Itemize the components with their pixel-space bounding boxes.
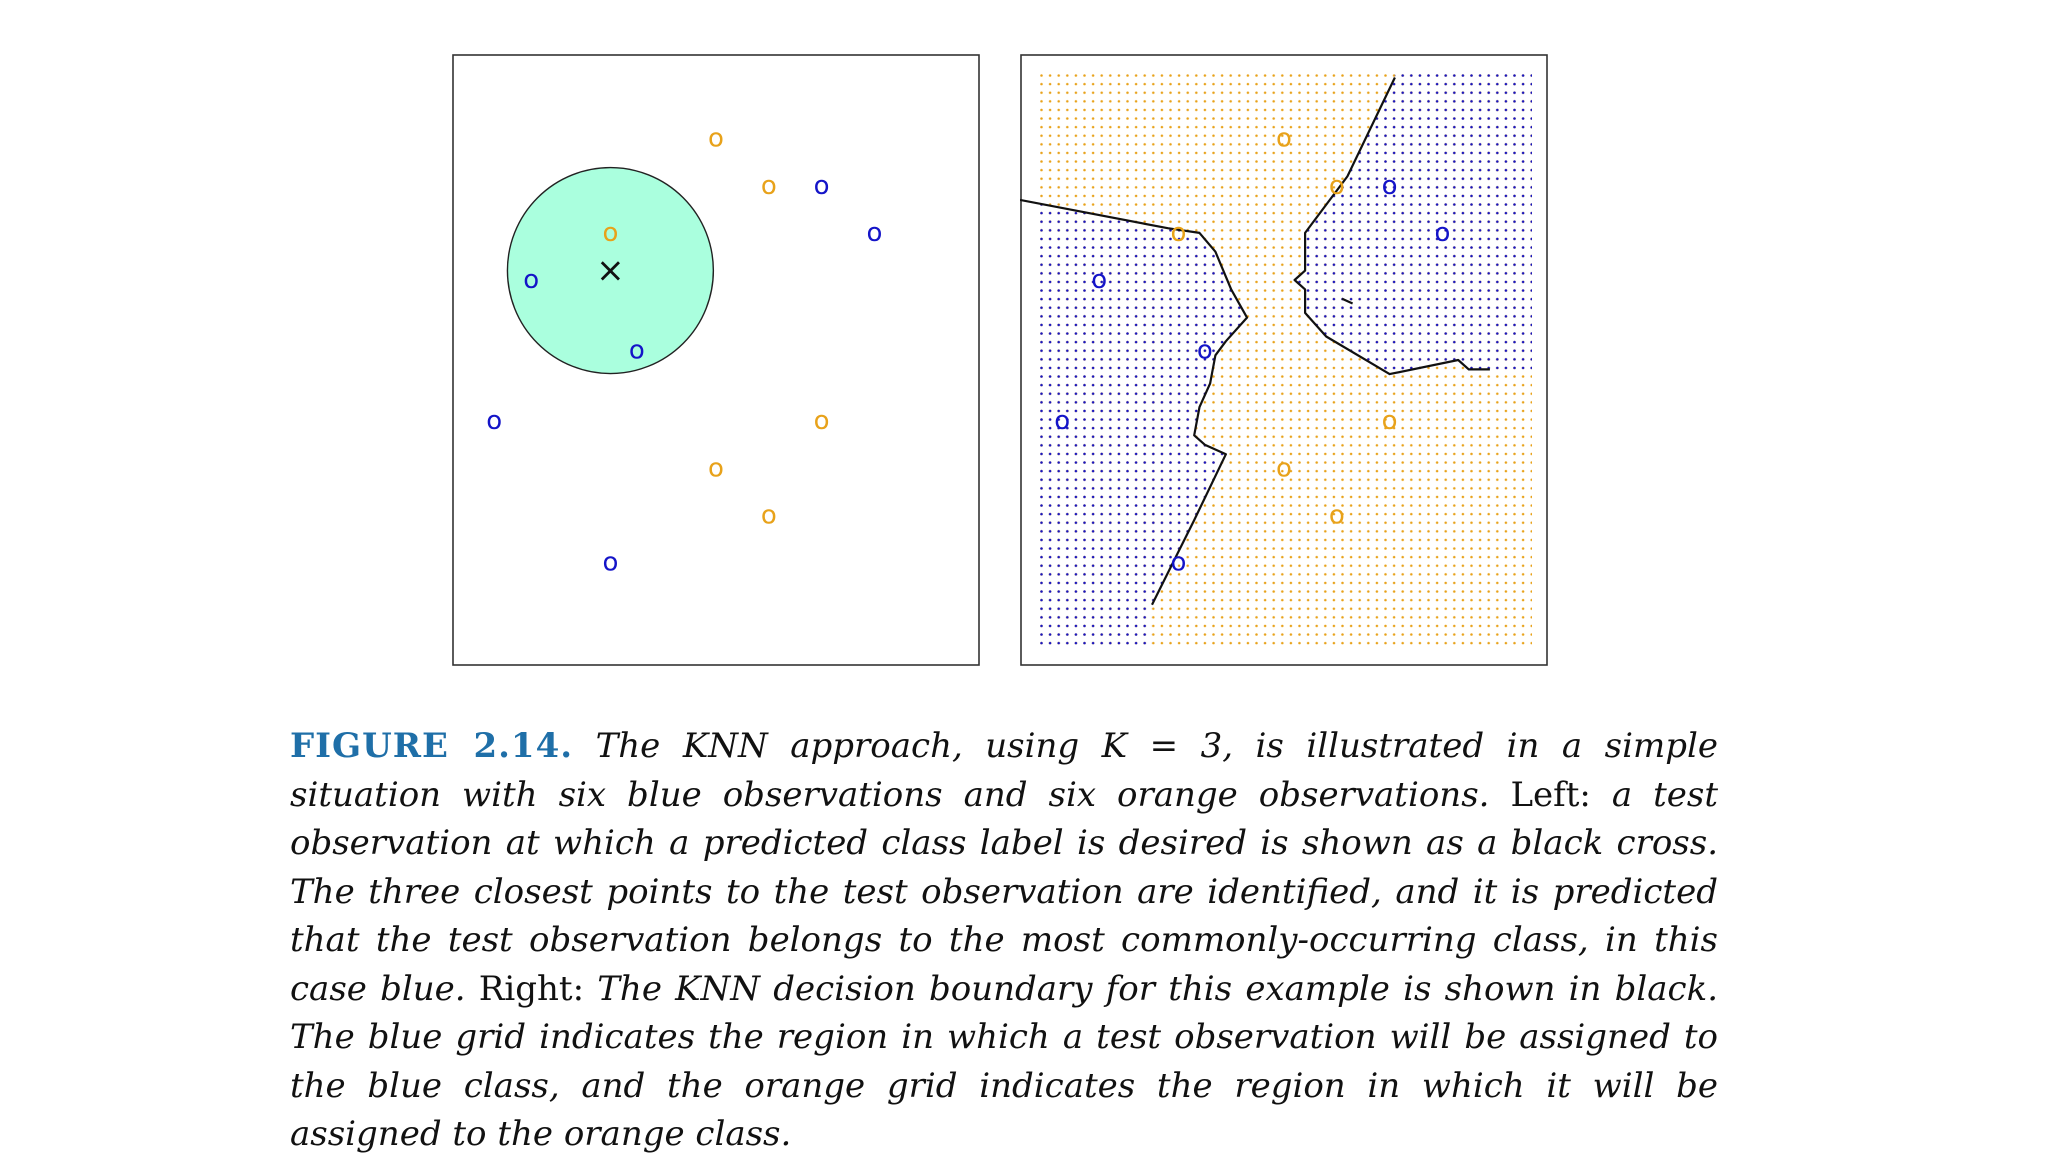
right-observation-orange-5: o	[1170, 217, 1187, 248]
right-observation-orange-2: o	[1328, 170, 1345, 201]
caption-left-label: Left:	[1489, 774, 1591, 815]
left-observation-blue-8: o	[486, 406, 503, 437]
left-observation-blue-3: o	[813, 170, 830, 201]
caption-right-label: Right:	[465, 968, 585, 1009]
knn-right-panel	[1020, 54, 1548, 666]
left-observation-orange-10: o	[708, 453, 724, 484]
left-observation-blue-7: o	[628, 335, 645, 366]
caption-text-2: a test observation at which a predicted class label is desired is shown as a black cross. The three closest points to the test observation are identified, and it is predicted that the test observation belongs to the most commonly-occurring class, in this case blue.	[290, 774, 1719, 1009]
left-observation-orange-5: o	[602, 217, 619, 248]
right-observation-blue-12: o	[1170, 547, 1187, 578]
test-observation-cross: ×	[596, 250, 625, 291]
left-observation-orange-2: o	[760, 170, 777, 201]
right-observation-orange-11: o	[1328, 500, 1345, 531]
figure-caption	[290, 722, 1718, 1159]
left-observation-blue-12: o	[602, 547, 619, 578]
right-observation-orange-1: o	[1276, 123, 1292, 154]
knn-left-panel	[452, 54, 980, 666]
right-observation-blue-7: o	[1196, 335, 1213, 366]
left-observation-orange-11: o	[760, 500, 777, 531]
right-observation-blue-3: o	[1381, 170, 1398, 201]
right-observation-orange-9: o	[1381, 406, 1398, 437]
caption-text-3: The KNN decision boundary for this example is shown in black. The blue grid indicates the region in which a test observation will be assigned to the blue class, and the orange grid indicates the region in which it will be assigned to the orange class.	[290, 968, 1718, 1154]
figure-label: FIGURE 2.14.	[290, 726, 574, 766]
right-observation-orange-10: o	[1276, 453, 1292, 484]
right-observation-blue-4: o	[1434, 217, 1451, 248]
caption-text-1: The KNN approach, using K = 3, is illustrated in a simple situation with six blue observations and six orange observations.	[290, 726, 1718, 815]
left-observation-blue-6: o	[523, 264, 540, 295]
right-observation-blue-6: o	[1091, 264, 1108, 295]
right-observation-blue-8: o	[1054, 406, 1071, 437]
left-observation-orange-9: o	[813, 406, 830, 437]
left-observation-blue-4: o	[866, 217, 883, 248]
left-observation-orange-1: o	[708, 123, 724, 154]
